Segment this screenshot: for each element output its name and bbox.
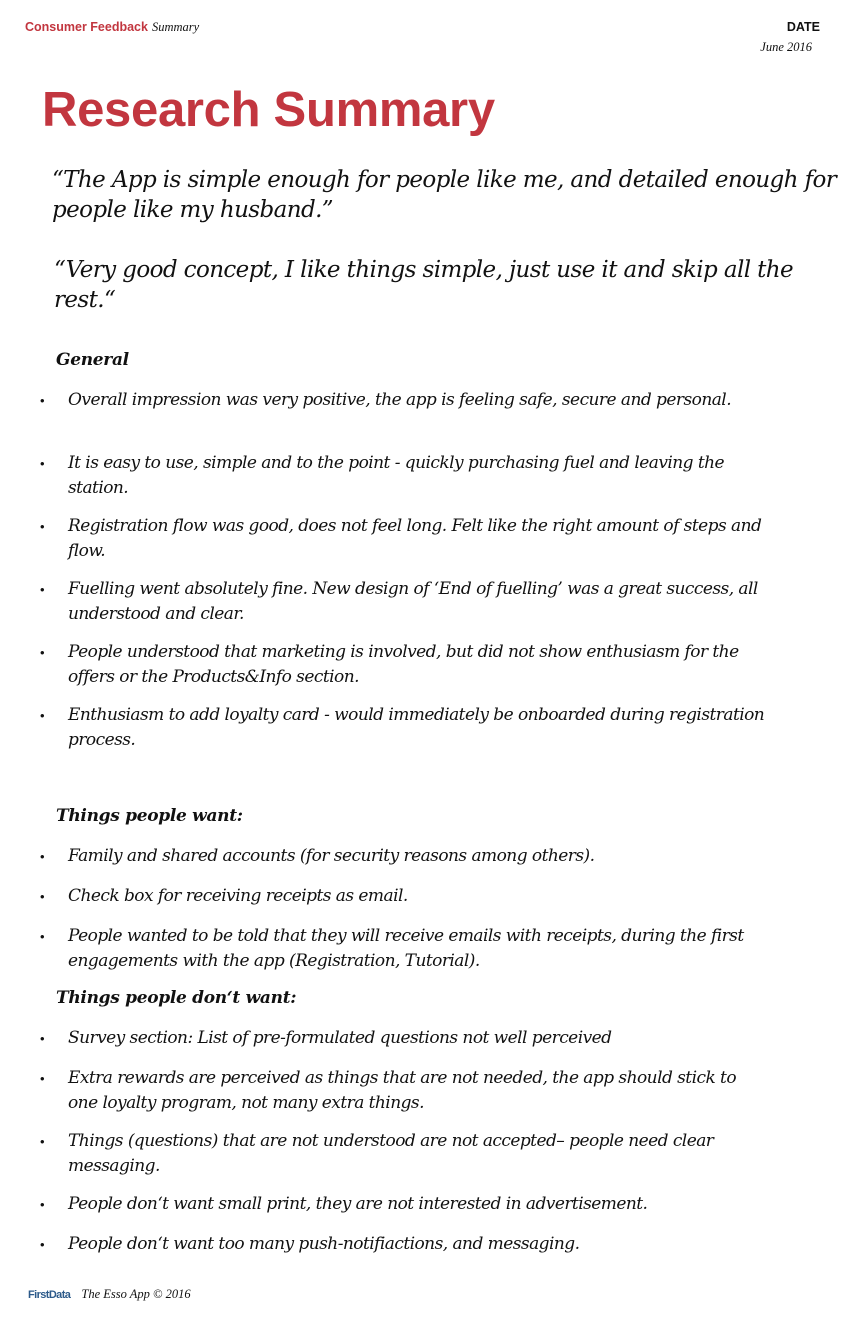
list-item [40,640,800,690]
bullet-icon: • [40,929,45,944]
quote: “The App is simple enough for people like me, and detailed enough for people like my husband.” [52,167,837,223]
bullet-icon: • [40,519,45,534]
date-label: DATE [786,20,820,34]
list-item-text: People don‘t want too many push-notifiactions, and messaging. [68,1234,580,1254]
list-item [40,1232,800,1257]
list-item [40,577,800,627]
bullet-icon: • [40,708,45,723]
list-item [40,1066,800,1116]
list-item [40,1129,800,1179]
list-item [40,388,800,413]
page-footer [28,1283,191,1302]
section-heading-wants: Things people want: [56,806,243,826]
list-item-text: It is easy to use, simple and to the point - quickly purchasing fuel and leaving the station. [68,453,725,498]
list-item-text: Extra rewards are perceived as things that are not needed, the app should stick to one loyalty program, not many extra things. [68,1068,737,1113]
bullet-icon: • [40,1031,45,1046]
list-item-text: Check box for receiving receipts as email. [68,886,408,906]
list-item-text: Fuelling went absolutely fine. New design of ‘End of fuelling’ was a great success, all understood and clear. [68,579,758,624]
first-data-logo: FirstData [28,1289,71,1301]
list-item [40,703,800,753]
bullet-icon: • [40,1071,45,1086]
header-subtitle: Summary [151,20,200,34]
list-item [40,884,800,909]
bullet-icon: • [40,393,45,408]
list-item-text: People wanted to be told that they will receive emails with receipts, during the first engagements with the app (Registration, Tutorial). [68,926,744,971]
list-item-text: Things (questions) that are not understood are not accepted– people need clear messaging. [68,1131,714,1176]
list-item [40,1192,800,1217]
list-item [40,1026,800,1051]
list-item-text: Overall impression was very positive, the app is feeling safe, secure and personal. [68,390,732,410]
footer-copyright: The Esso App © 2016 [81,1287,191,1301]
bullet-icon: • [40,582,45,597]
list-item [40,844,800,869]
list-item-text: Survey section: List of pre-formulated questions not well perceived [68,1028,612,1048]
document-header [25,19,199,35]
bullet-icon: • [40,1237,45,1252]
section-heading-general: General [56,350,129,370]
date-value: June 2016 [760,40,812,54]
list-item [40,924,800,974]
header-brand: Consumer Feedback [25,20,148,34]
list-item-text: Registration flow was good, does not feel long. Felt like the right amount of steps and flow. [68,516,762,561]
bullet-icon: • [40,1197,45,1212]
list-item-text: People understood that marketing is involved, but did not show enthusiasm for the offers or the Products&Info section. [68,642,739,687]
bullet-icon: • [40,849,45,864]
list-item-text: Enthusiasm to add loyalty card - would immediately be onboarded during registration process. [68,705,765,750]
list-item-text: Family and shared accounts (for security reasons among others). [68,846,595,866]
list-item-text: People don‘t want small print, they are not interested in advertisement. [68,1194,648,1214]
section-heading-dont-want: Things people don‘t want: [56,988,297,1008]
bullet-icon: • [40,1134,45,1149]
quote: “Very good concept, I like things simple, just use it and skip all the rest.“ [54,257,794,313]
page-title: Research Summary [42,83,495,137]
list-item [40,514,800,564]
bullet-icon: • [40,889,45,904]
list-item [40,451,800,501]
bullet-icon: • [40,645,45,660]
bullet-icon: • [40,456,45,471]
